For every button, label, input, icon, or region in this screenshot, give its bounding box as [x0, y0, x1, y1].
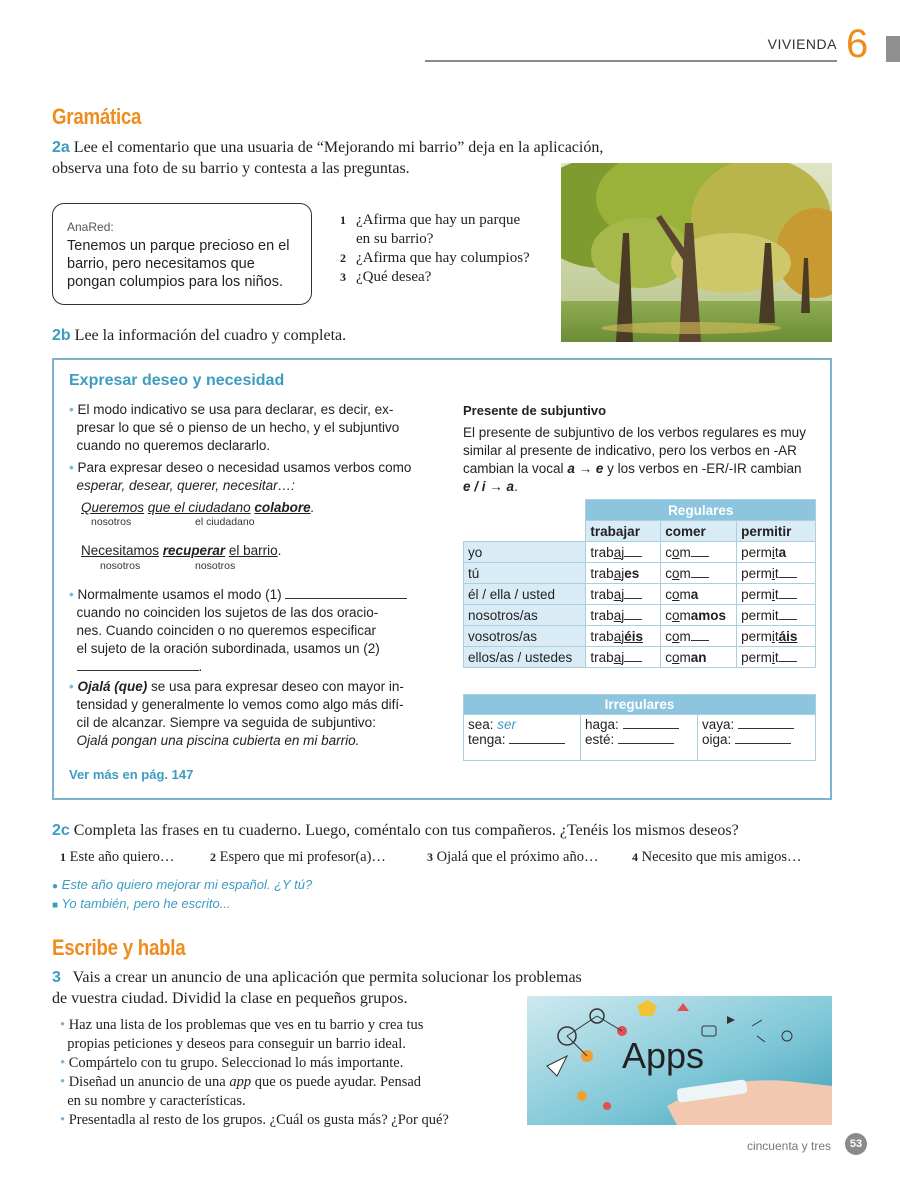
section-title-gramatica: Gramática: [52, 104, 142, 129]
person-cell: nosotros/as: [464, 605, 586, 626]
sample-dialogue-1: ● Este año quiero mejorar mi español. ¿Y tú?: [52, 877, 313, 892]
subjunctive-title: Presente de subjuntivo: [463, 403, 607, 418]
column-header: comer: [661, 521, 737, 542]
exercise-3-bullets: [60, 1016, 520, 1130]
conjugation-cell: trabaj: [586, 584, 661, 605]
park-photo: [561, 163, 832, 342]
example-subject-label: el ciudadano: [195, 516, 255, 528]
comment-bubble: [52, 203, 312, 305]
irregular-cell: haga: esté:: [581, 715, 698, 761]
example-subject-label: nosotros: [100, 560, 141, 572]
grammar-box-title: Expresar deseo y necesidad: [69, 372, 285, 389]
see-more-link[interactable]: Ver más en pág. 147: [69, 767, 194, 782]
table-row: [464, 563, 816, 584]
list-item: 4 Necesito que mis amigos…: [632, 849, 802, 865]
list-item: • Compártelo con tu grupo. Seleccionad lo más importante.: [60, 1055, 404, 1071]
person-cell: ellos/as / ustedes: [464, 647, 586, 668]
comment-text: Tenemos un parque precioso en el barrio, pero necesitamos que pongan columpios para los niños.: [67, 238, 290, 290]
table-header: Irregulares: [464, 695, 816, 715]
apps-word: Apps: [622, 1035, 705, 1076]
grammar-bullet-2: • Para expresar deseo o necesidad usamos verbos como esperar, desear, querer, necesitar…:: [69, 460, 412, 493]
irregular-cell: vaya: oiga:: [698, 715, 816, 761]
grammar-bullet-1: • El modo indicativo se usa para declarar, es decir, ex- presar lo que sé o pienso de un hecho, y el subjuntivo cuando no queremos declararlo.: [69, 402, 400, 453]
question-list: [340, 211, 550, 287]
irregular-cell: sea: ser tenga:: [464, 715, 581, 761]
apps-illustration: [527, 996, 832, 1125]
example-2: Necesitamos recuperar el barrio.: [81, 543, 282, 558]
conjugation-cell: com: [661, 542, 737, 563]
table-header: Regulares: [586, 500, 816, 521]
section-title-escribe: Escribe y habla: [52, 935, 186, 960]
list-item: • Haz una lista de los problemas que ves en tu barrio y crea tus propias peticiones y deseos para conseguir un barrio ideal.: [60, 1017, 424, 1052]
grammar-bullet-4: • Ojalá (que) se usa para expresar deseo con mayor in- tensidad y generalmente lo vemos como algo más difí- cil de alcanzar. Siempre va seguida de subjuntivo: Ojalá pongan una piscina cubierta en mi barrio.: [69, 679, 404, 748]
comment-user: AnaRed:: [67, 220, 114, 234]
sample-dialogue-2: ■ Yo también, pero he escrito...: [52, 896, 231, 911]
exercise-3-instruction: 3 Vais a crear un anuncio de una aplicación que permita solucionar los problemas de vuestra ciudad. Dividid la clase en pequeños grupos.: [52, 969, 582, 1007]
list-item: 1 Este año quiero…: [60, 849, 175, 865]
conjugation-cell: permit: [737, 647, 816, 668]
conjugation-cell: coman: [661, 647, 737, 668]
list-item: 2 ¿Afirma que hay columpios?: [340, 250, 530, 266]
list-item: 1 ¿Afirma que hay un parque en su barrio?: [340, 212, 521, 247]
example-subject-label: nosotros: [195, 560, 236, 572]
conjugation-cell: permit: [737, 563, 816, 584]
list-item: 3 Ojalá que el próximo año…: [427, 849, 599, 865]
conjugation-cell: com: [661, 626, 737, 647]
footer-page-words: cincuenta y tres: [746, 1139, 831, 1153]
exercise-number: 2a: [52, 139, 70, 156]
unit-title: VIVIENDA: [767, 36, 837, 52]
exercise-2b-instruction: 2b Lee la información del cuadro y completa.: [52, 327, 347, 344]
instruction-line: Lee el comentario que una usuaria de “Mejorando mi barrio” deja en la aplicación,: [73, 139, 604, 156]
conjugation-cell: comamos: [661, 605, 737, 626]
table-row: [464, 626, 816, 647]
subjunctive-explanation: El presente de subjuntivo de los verbos regulares es muy similar al presente de indicativo, pero los verbos en -AR cambian la vocal a → e y los verbos en -ER/-IR cambian e / i → a.: [463, 425, 806, 494]
example-subject-label: nosotros: [91, 516, 132, 528]
conjugation-cell: trabaj: [586, 605, 661, 626]
table-row: [464, 647, 816, 668]
conjugation-cell: trabajéis: [586, 626, 661, 647]
conjugation-cell: trabaj: [586, 647, 661, 668]
conjugation-cell: trabajes: [586, 563, 661, 584]
person-cell: yo: [464, 542, 586, 563]
person-cell: él / ella / usted: [464, 584, 586, 605]
column-header: permitir: [737, 521, 816, 542]
conjugation-cell: permit: [737, 584, 816, 605]
conjugation-cell: coma: [661, 584, 737, 605]
conjugation-cell: permita: [737, 542, 816, 563]
unit-tab-marker: [886, 36, 900, 62]
exercise-2c-instruction: 2c Completa las frases en tu cuaderno. Luego, coméntalo con tus compañeros. ¿Tenéis los mismos deseos?: [52, 822, 739, 839]
person-cell: tú: [464, 563, 586, 584]
exercise-2c-items: [60, 849, 840, 866]
irregular-verbs-table: [463, 694, 816, 761]
page-number: 53: [845, 1133, 867, 1155]
column-header: trabajar: [586, 521, 661, 542]
regular-verbs-table: [463, 499, 816, 668]
unit-number: 6: [846, 22, 869, 66]
conjugation-cell: trabaj: [586, 542, 661, 563]
example-1: Queremos que el ciudadano colabore.: [81, 500, 315, 515]
list-item: • Diseñad un anuncio de una app que os puede ayudar. Pensad en su nombre y características.: [60, 1074, 422, 1109]
conjugation-cell: com: [661, 563, 737, 584]
conjugation-cell: permit: [737, 605, 816, 626]
grammar-bullet-3: • Normalmente usamos el modo (1) cuando no coinciden los sujetos de las dos oracio- nes. Cuando coinciden o no queremos especificar el sujeto de la oración subordinada, usamos un (2) .: [69, 586, 429, 676]
table-row: [464, 542, 816, 563]
instruction-line: observa una foto de su barrio y contesta a las preguntas.: [52, 160, 410, 177]
list-item: 3 ¿Qué desea?: [340, 269, 432, 285]
table-row: [464, 605, 816, 626]
header-divider: [425, 60, 837, 62]
list-item: 2 Espero que mi profesor(a)…: [210, 849, 386, 865]
table-row: [464, 584, 816, 605]
person-cell: vosotros/as: [464, 626, 586, 647]
conjugation-cell: permitáis: [737, 626, 816, 647]
list-item: • Presentadla al resto de los grupos. ¿Cuál os gusta más? ¿Por qué?: [60, 1112, 449, 1128]
